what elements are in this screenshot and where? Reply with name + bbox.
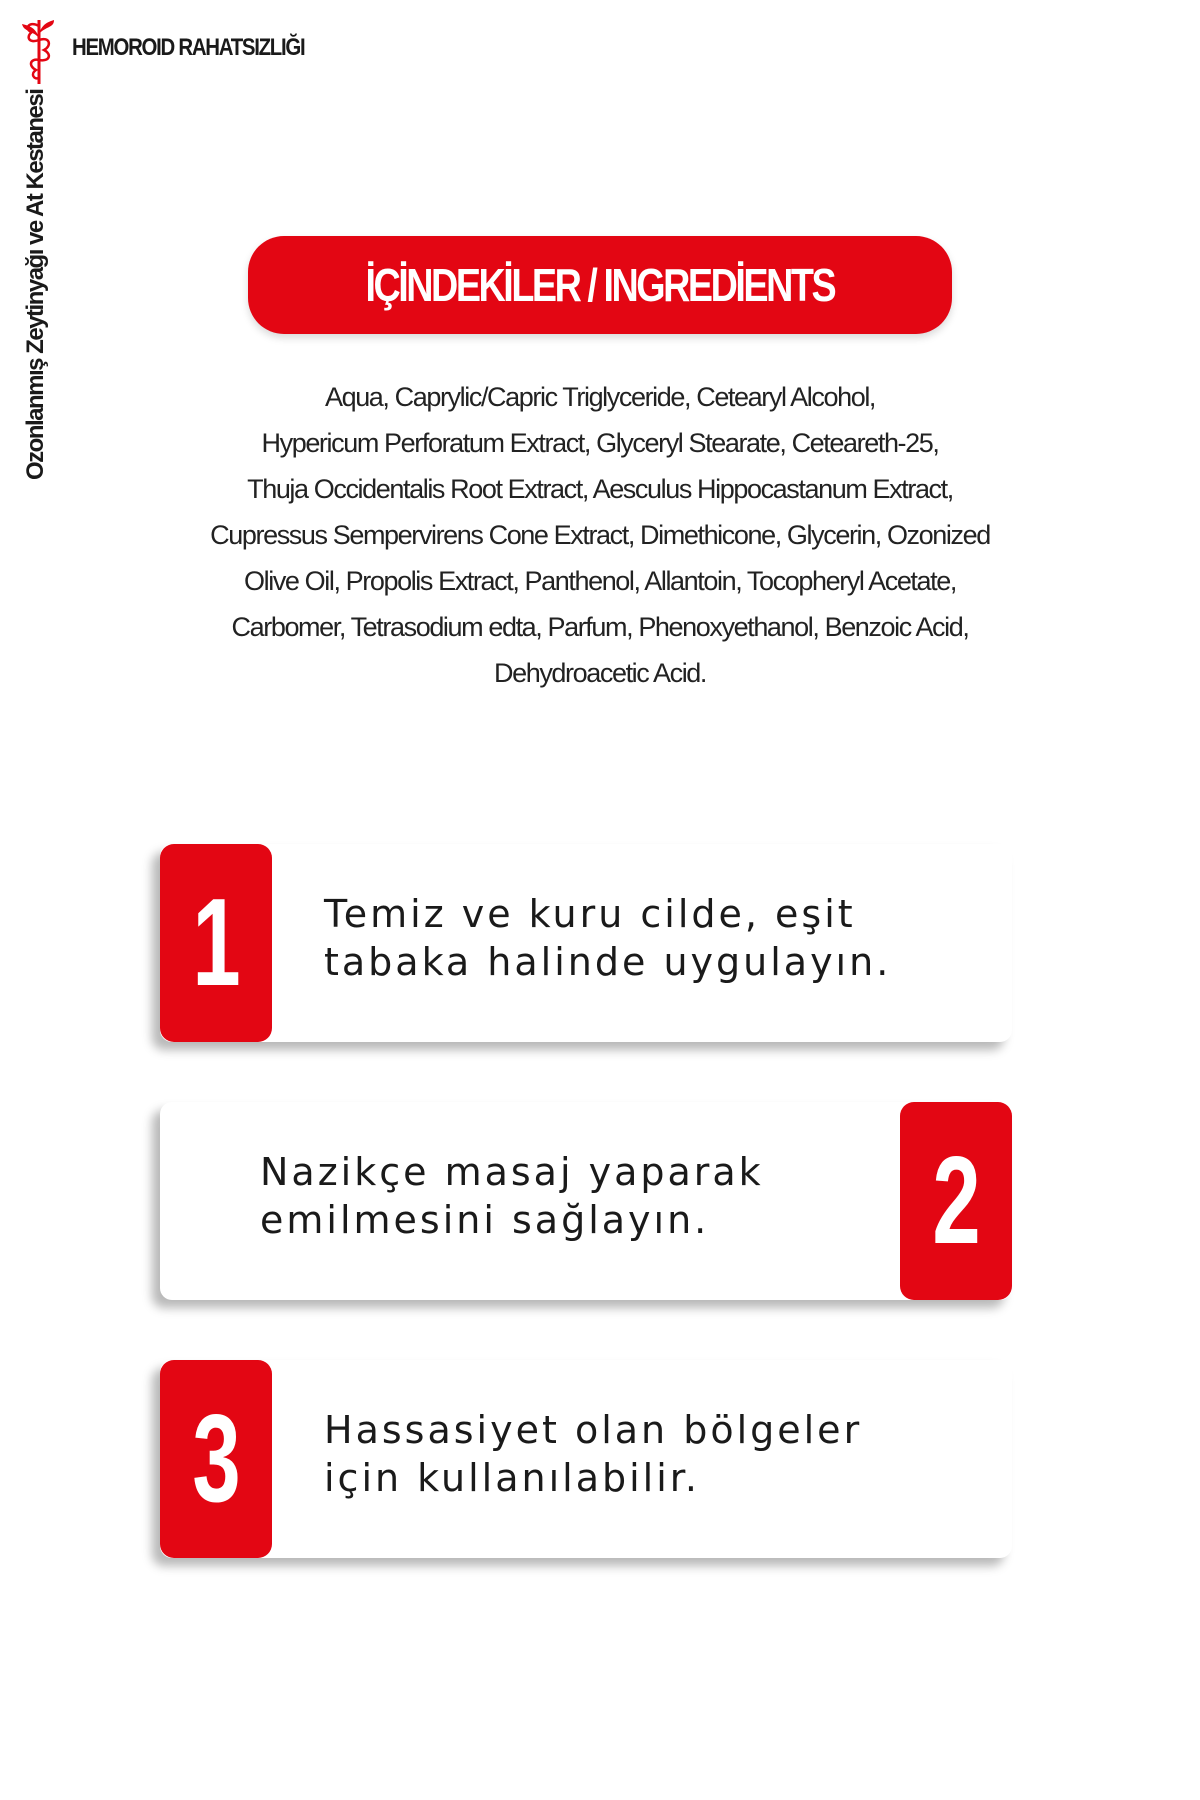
step-text-line: emilmesini sağlayın. bbox=[260, 1198, 710, 1242]
step-card-1 bbox=[160, 844, 1012, 1042]
brand-title: HEMOROID RAHATSIZLIĞI bbox=[72, 34, 305, 61]
caduceus-leaf-icon bbox=[20, 16, 58, 86]
step-number: 3 bbox=[191, 1390, 241, 1528]
step-text-line: için kullanılabilir. bbox=[324, 1456, 700, 1500]
step-card-2 bbox=[160, 1102, 1012, 1300]
ingredients-line: Thuja Occidentalis Root Extract, Aesculus Hippocastanum Extract, bbox=[247, 474, 953, 504]
step-number-badge bbox=[160, 1360, 272, 1558]
step-text-line: Nazikçe masaj yaparak bbox=[260, 1150, 764, 1194]
brand-logo-area bbox=[20, 16, 58, 86]
step-number: 1 bbox=[191, 874, 241, 1012]
side-label: Ozonlanmış Zeytinyağı ve At Kestanesi bbox=[22, 89, 49, 480]
ingredients-list bbox=[150, 374, 1050, 696]
ingredients-line: Hypericum Perforatum Extract, Glyceryl Stearate, Ceteareth-25, bbox=[261, 428, 939, 458]
step-number: 2 bbox=[931, 1132, 981, 1270]
ingredients-line: Dehydroacetic Acid. bbox=[493, 658, 707, 688]
step-number-badge bbox=[160, 844, 272, 1042]
step-text bbox=[260, 1148, 764, 1244]
ingredients-line: Cupressus Sempervirens Cone Extract, Dimethicone, Glycerin, Ozonized bbox=[210, 520, 990, 550]
step-text bbox=[324, 1406, 862, 1502]
ingredients-header-text: İÇİNDEKİLER / INGREDİENTS bbox=[365, 259, 835, 311]
ingredients-line: Olive Oil, Propolis Extract, Panthenol, Allantoin, Tocopheryl Acetate, bbox=[244, 566, 956, 596]
step-text-line: Temiz ve kuru cilde, eşit bbox=[324, 892, 856, 936]
ingredients-header bbox=[248, 236, 952, 334]
ingredients-line: Carbomer, Tetrasodium edta, Parfum, Phenoxyethanol, Benzoic Acid, bbox=[231, 612, 969, 642]
ingredients-line: Aqua, Caprylic/Capric Triglyceride, Cetearyl Alcohol, bbox=[324, 382, 876, 412]
step-text-line: Hassasiyet olan bölgeler bbox=[324, 1408, 863, 1452]
step-number-badge bbox=[900, 1102, 1012, 1300]
step-card-3 bbox=[160, 1360, 1012, 1558]
step-text-line: tabaka halinde uygulayın. bbox=[324, 940, 892, 984]
step-text bbox=[324, 890, 891, 986]
